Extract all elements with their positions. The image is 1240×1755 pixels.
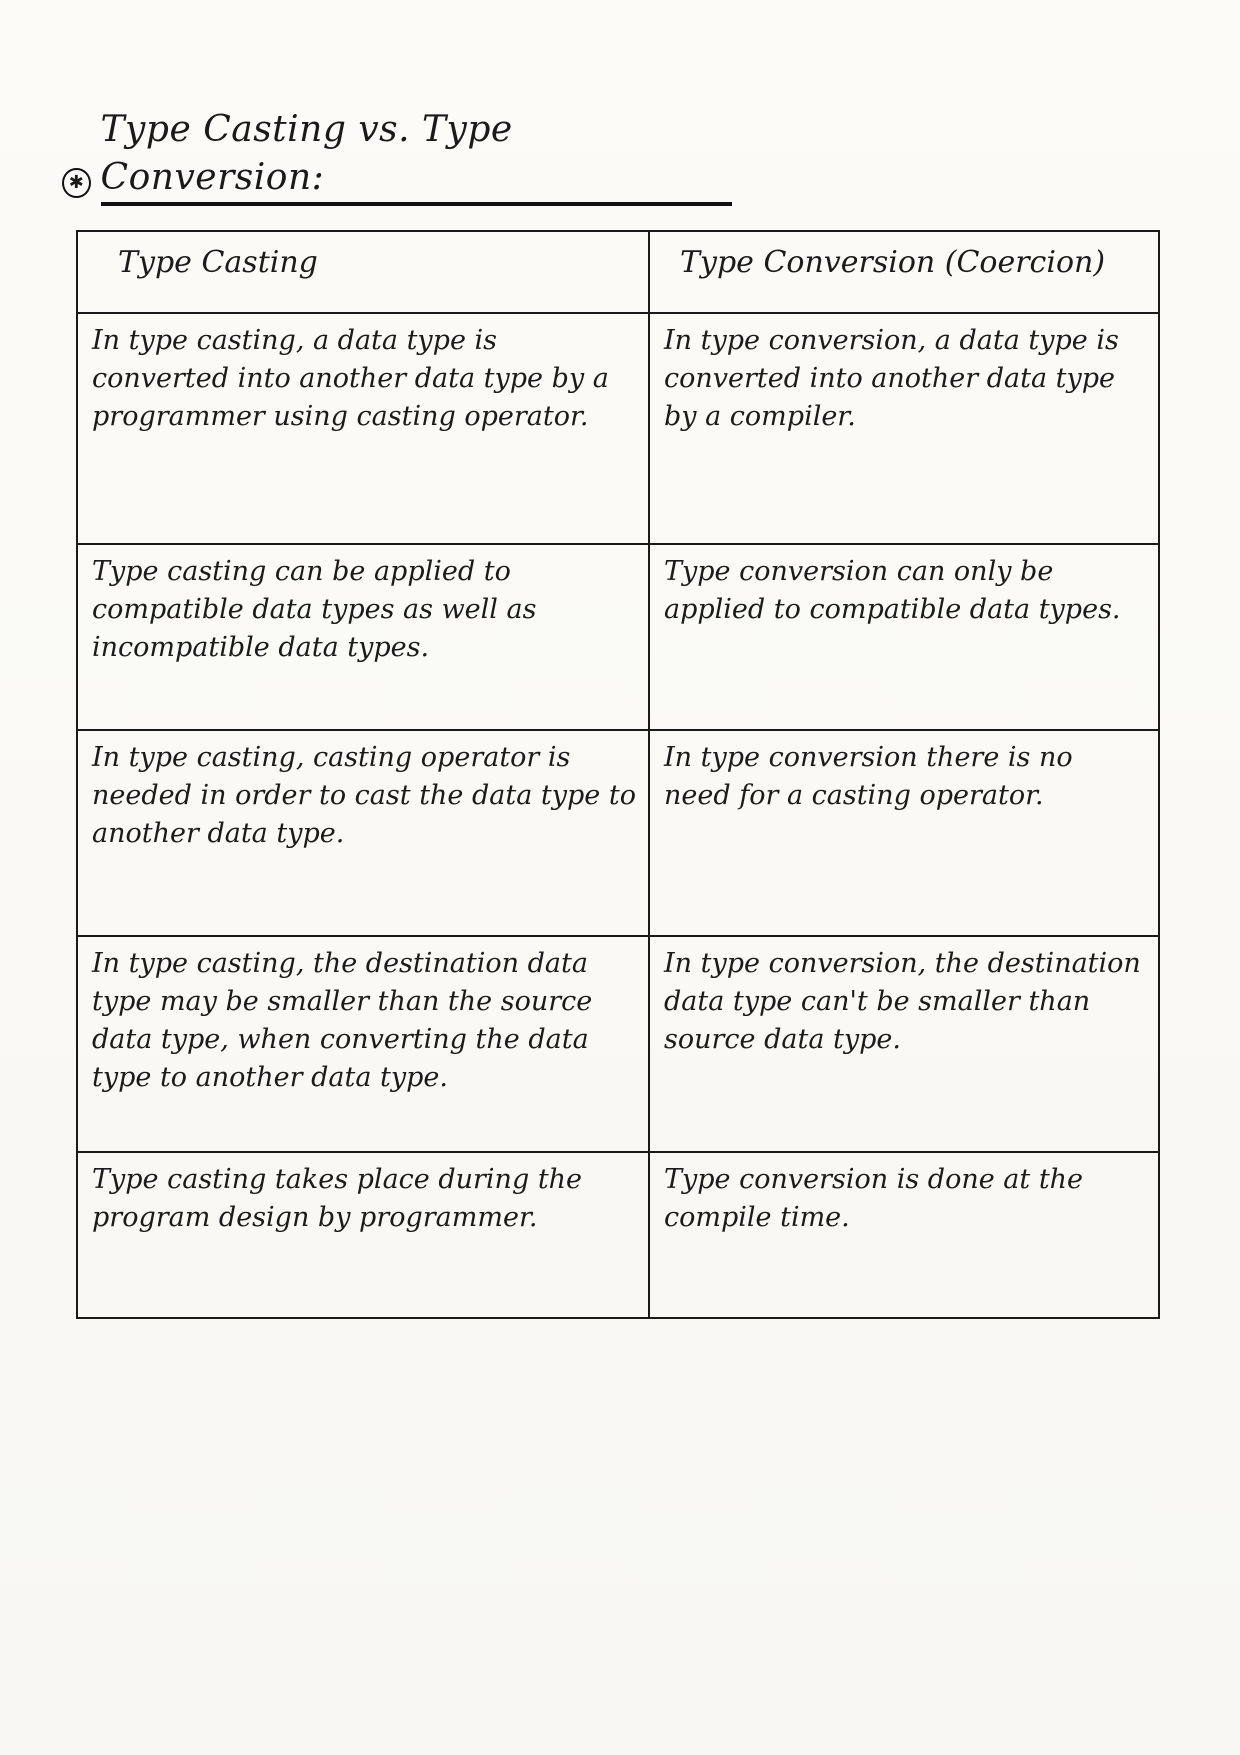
casting-cell: In type casting, a data type is converted into another data type by a programmer using casting operator. [77, 313, 649, 544]
table-header-row [77, 231, 1159, 313]
casting-cell: In type casting, the destination data type may be smaller than the source data type, when converting the data type to another data type. [77, 936, 649, 1152]
column-header-type-conversion: Type Conversion (Coercion) [649, 231, 1159, 313]
table-row [77, 730, 1159, 936]
column-header-type-casting: Type Casting [77, 231, 649, 313]
conversion-cell: Type conversion is done at the compile time. [649, 1152, 1159, 1318]
casting-cell: Type casting can be applied to compatible data types as well as incompatible data types. [77, 544, 649, 730]
comparison-table-container [76, 230, 1158, 1292]
casting-cell: Type casting takes place during the program design by programmer. [77, 1152, 649, 1318]
table-row [77, 313, 1159, 544]
star-in-circle-icon: ✱ [62, 168, 91, 198]
page-title: Type Casting vs. Type Conversion: [101, 106, 732, 206]
page-heading [62, 109, 732, 206]
conversion-cell: Type conversion can only be applied to compatible data types. [649, 544, 1159, 730]
conversion-cell: In type conversion, a data type is converted into another data type by a compiler. [649, 313, 1159, 544]
comparison-table [76, 230, 1160, 1319]
conversion-cell: In type conversion, the destination data type can't be smaller than source data type. [649, 936, 1159, 1152]
table-row [77, 544, 1159, 730]
table-row [77, 1152, 1159, 1318]
conversion-cell: In type conversion there is no need for a casting operator. [649, 730, 1159, 936]
table-row [77, 936, 1159, 1152]
casting-cell: In type casting, casting operator is needed in order to cast the data type to another data type. [77, 730, 649, 936]
